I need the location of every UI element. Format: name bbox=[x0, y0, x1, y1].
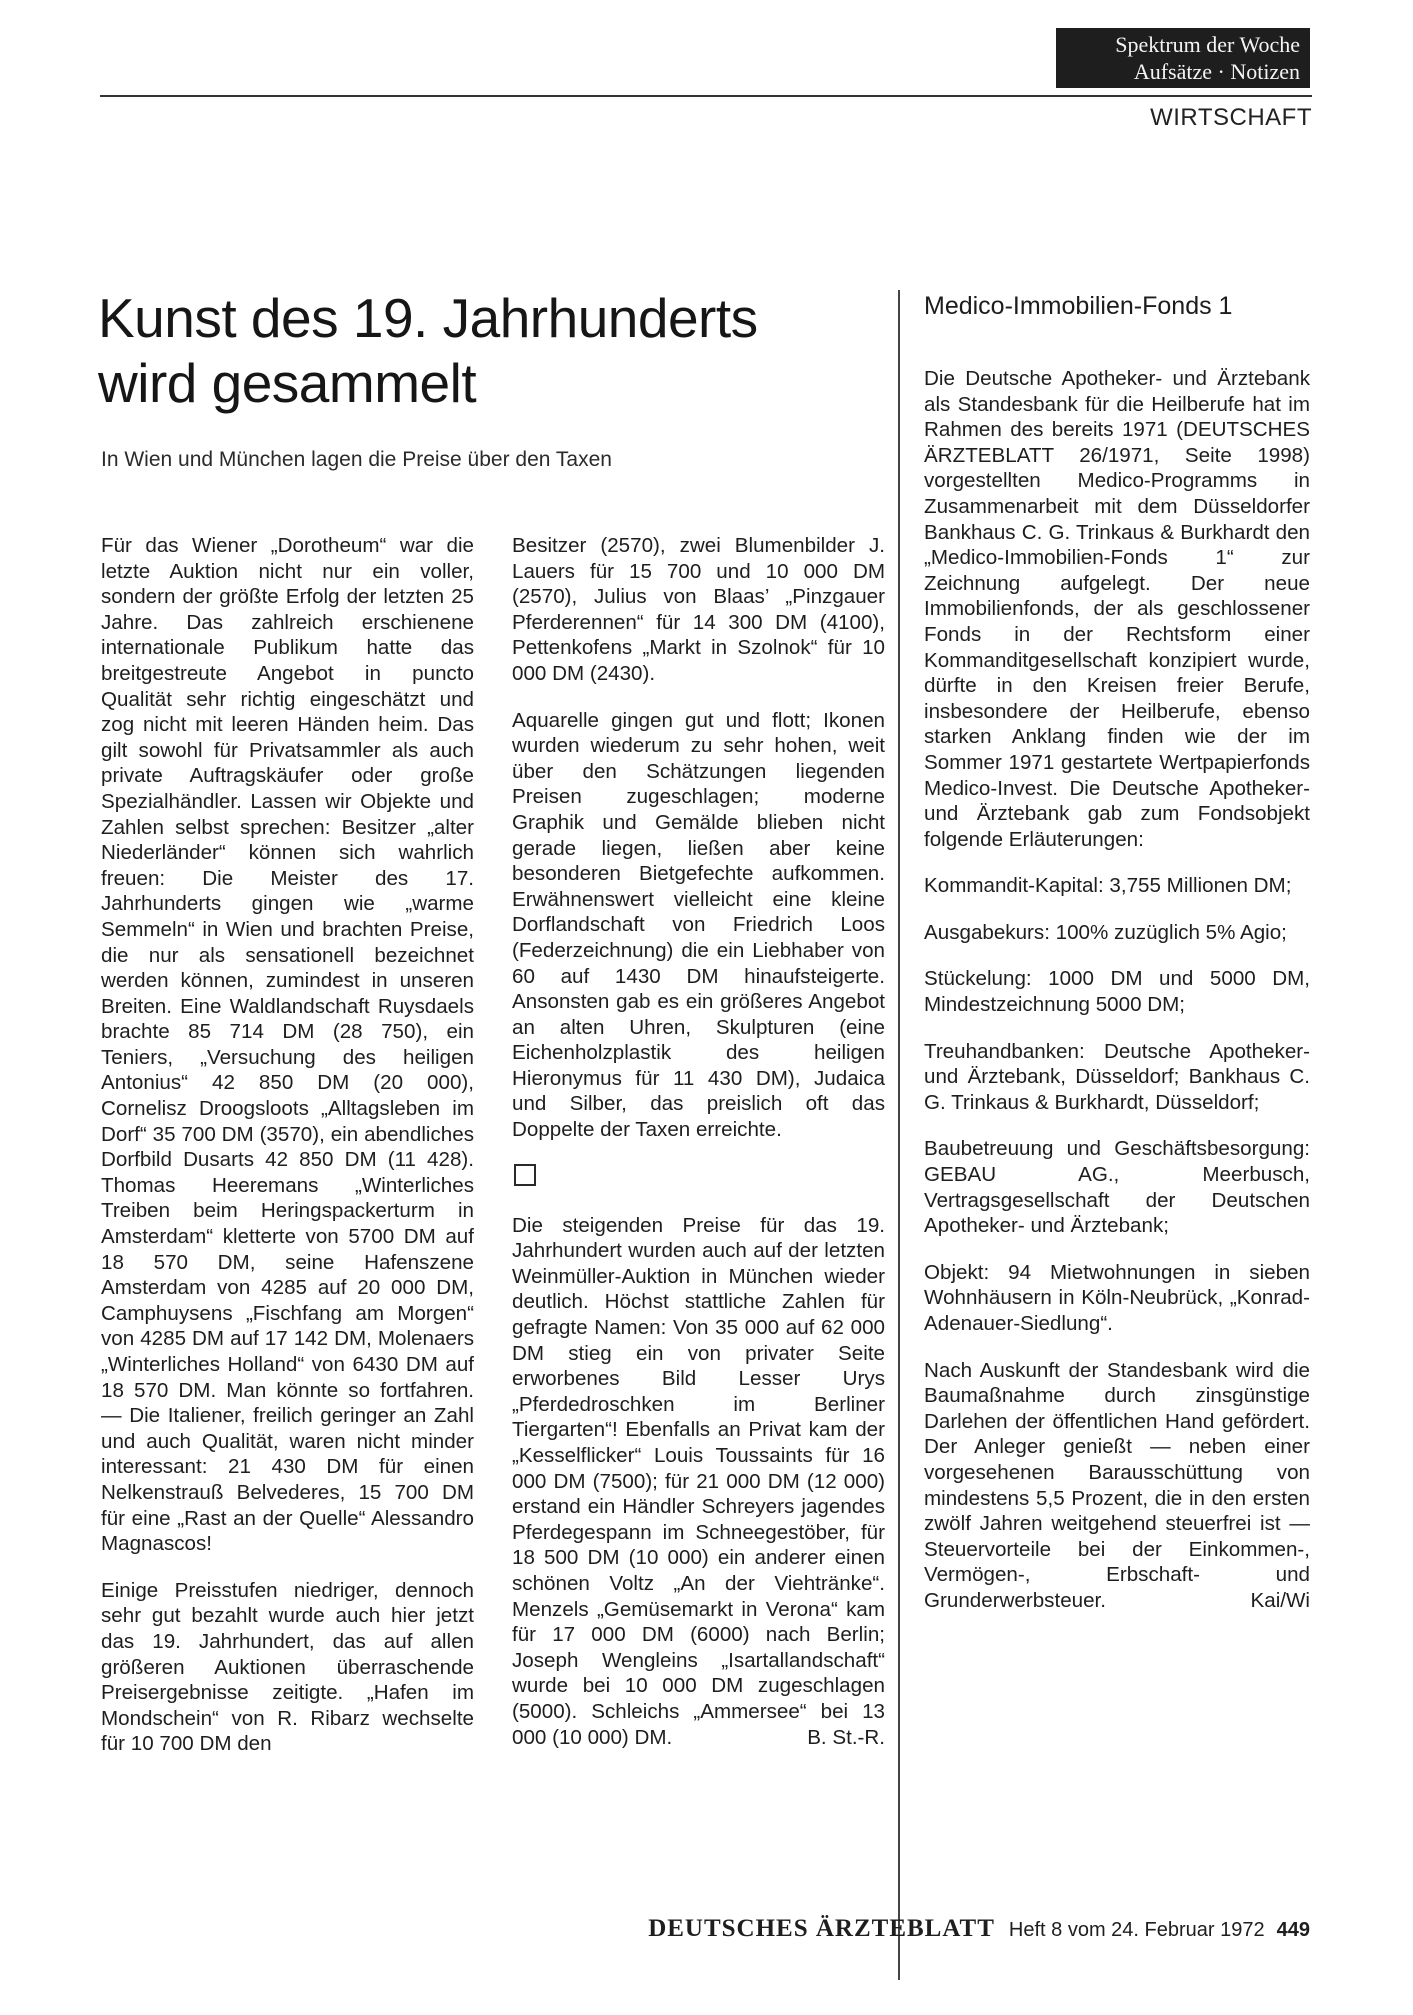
paragraph: Kommandit-Kapital: 3,755 Millionen DM; bbox=[924, 874, 1292, 898]
article-column-1 bbox=[101, 533, 474, 1778]
article-headline: Kunst des 19. Jahrhunderts wird gesammelt bbox=[98, 287, 758, 414]
sidebar-signature: Kai/Wi bbox=[1250, 1588, 1310, 1612]
paragraph: Die Deutsche Apotheker- und Ärztebank als Standesbank für die Heilberufe hat im Rahmen des bereits 1971 (DEUTSCHES ÄRZTEBLATT 26/1971, Seite 1998) vorgestellten Medico-Programms in Zusammenarbeit mit dem Düsseldorfer Bankhaus C. G. Trinkaus & Burkhardt den „Medico-Immobilien-Fonds 1“ zur Zeichnung aufgelegt. Der neue Immobilienfonds, der als geschlossener Fonds in der Rechtsform einer Kommanditgesellschaft konzipiert wurde, dürfte in den Kreisen freier Berufe, insbesondere der Heilberufe, ebenso starken Anklang finden wie der im Sommer 1971 gestartete Wertpapierfonds Medico-Invest. Die Deutsche Apotheker- und Ärztebank gab zum Fondsobjekt folgende Erläuterungen: bbox=[924, 367, 1310, 851]
paragraph: Einige Preisstufen niedriger, dennoch sehr gut bezahlt wurde auch hier jetzt das 19. Jahrhundert, das auf allen größeren Auktionen überraschende Preisergebnisse zeitigte. „Hafen im Mondschein“ von R. Ribarz wechselte für 10 700 DM den bbox=[101, 1578, 474, 1756]
header-rule bbox=[100, 95, 1312, 97]
sidebar-column bbox=[924, 366, 1310, 1635]
rubric: WIRTSCHAFT bbox=[1150, 104, 1312, 131]
section-label-line2: Aufsätze · Notizen bbox=[1133, 59, 1300, 84]
journal-name: DEUTSCHES ÄRZTEBLATT bbox=[648, 1915, 995, 1942]
article-column-2 bbox=[512, 533, 885, 1771]
section-label-line1: Spektrum der Woche bbox=[1115, 32, 1300, 57]
paragraph: Besitzer (2570), zwei Blumenbilder J. Lauers für 15 700 und 10 000 DM (2570), Julius von Blaas’ „Pinzgauer Pferderennen“ für 14 300 DM (4100), Pettenkofens „Markt in Szolnok“ für 10 000 DM (2430). bbox=[512, 534, 885, 685]
paragraph: Baubetreuung und Geschäftsbesorgung: GEBAU AG., Meerbusch, Vertragsgesellschaft der Deutschen Apotheker- und Ärztebank; bbox=[924, 1137, 1310, 1238]
paragraph bbox=[924, 1358, 1310, 1614]
paragraph-text: Die steigenden Preise für das 19. Jahrhundert wurden auch auf der letzten Weinmüller-Auktion in München wieder deutlich. Höchst stattliche Zahlen für gefragte Namen: Von 35 000 auf 62 000 DM stieg ein von privater Seite erworbenes Bild Lesser Urys „Pferdedroschken im Berliner Tiergarten“! Ebenfalls an Privat kam der „Kesselflicker“ Louis Toussaints für 16 000 DM (7500); für 21 000 DM (12 000) erstand ein Händler Schreyers jagendes Pferdegespann im Schneegestöber, für 18 500 DM (10 000) ein anderer einen schönen Voltz „An der Viehtränke“. Menzels „Gemüsemarkt in Verona“ kam für 17 000 DM (6000) nach Berlin; Joseph Wengleins „Isartallandschaft“ wurde bei 10 000 DM zugeschlagen (5000). Schleichs „Ammersee“ bei 13 000 (10 000) DM. bbox=[512, 1213, 885, 1749]
section-break-box-icon bbox=[514, 1164, 536, 1186]
page-footer bbox=[520, 1915, 1310, 1943]
page-number: 449 bbox=[1276, 1919, 1310, 1941]
paragraph bbox=[512, 1213, 885, 1750]
paragraph: Aquarelle gingen gut und flott; Ikonen wurden wiederum zu sehr hohen, weit über den Schätzungen liegenden Preisen zugeschlagen; moderne Graphik und Gemälde blieben nicht gerade liegen, ließen aber keine besonderen Bietgefechte aufkommen. Erwähnenswert vielleicht eine kleine Dorflandschaft von Friedrich Loos (Federzeichnung) die ein Liebhaber von 60 auf 1430 DM hinaufsteigerte. Ansonsten gab es ein größeres Angebot an alten Uhren, Skulpturen (eine Eichenholzplastik des heiligen Hieronymus für 11 430 DM), Judaica und Silber, das preislich oft das Doppelte der Taxen erreichte. bbox=[512, 708, 885, 1142]
paragraph: Ausgabekurs: 100% zuzüglich 5% Agio; bbox=[924, 920, 1287, 944]
author-signature: B. St.-R. bbox=[807, 1725, 885, 1749]
section-label bbox=[1056, 28, 1310, 88]
article-subline: In Wien und München lagen die Preise über den Taxen bbox=[101, 448, 612, 471]
paragraph: Objekt: 94 Mietwohnungen in sieben Wohnhäusern in Köln-Neubrück, „Konrad-Adenauer-Siedlung“. bbox=[924, 1260, 1310, 1335]
paragraph: Stückelung: 1000 DM und 5000 DM, Mindestzeichnung 5000 DM; bbox=[924, 967, 1310, 1017]
column-divider bbox=[898, 290, 900, 1980]
paragraph: Treuhandbanken: Deutsche Apotheker- und Ärztebank, Düsseldorf; Bankhaus C. G. Trinkaus & Burkhardt, Düsseldorf; bbox=[924, 1039, 1310, 1114]
sidebar-title: Medico-Immobilien-Fonds 1 bbox=[924, 292, 1233, 320]
paragraph-text: Nach Auskunft der Standesbank wird die Baumaßnahme durch zinsgünstige Darlehen der öffentlichen Hand gefördert. Der Anleger genießt — neben einer vorgesehenen Barausschüttung von mindestens 5,5 Prozent, die in den ersten zwölf Jahren weitgehend steuerfrei ist — Steuervorteile bei der Einkommen-, Vermögen-, Erbschaft- und Grunderwerbsteuer. bbox=[924, 1358, 1310, 1612]
issue-info: Heft 8 vom 24. Februar 1972 bbox=[1008, 1919, 1265, 1941]
paragraph: Für das Wiener „Dorotheum“ war die letzte Auktion nicht nur ein voller, sondern der größte Erfolg der letzten 25 Jahre. Das zahlreich erschienene internationale Publikum hatte das breitgestreute Angebot in puncto Qualität sehr richtig eingeschätzt und zog nicht mit leeren Händen heim. Das gilt sowohl für Privatsammler als auch private Auftragskäufer oder große Spezialhändler. Lassen wir Objekte und Zahlen selbst sprechen: Besitzer „alter Niederländer“ können sich wahrlich freuen: Die Meister des 17. Jahrhunderts gingen wie „warme Semmeln“ in Wien und brachten Preise, die nur als sensationell bezeichnet werden können, zumindest in unseren Breiten. Eine Waldlandschaft Ruysdaels brachte 85 714 DM (28 750), ein Teniers, „Versuchung des heiligen Antonius“ 42 850 DM (20 000), Cornelisz Droogsloots „Alltagsleben im Dorf“ 35 700 DM (3570), ein abendliches Dorfbild Dusarts 42 850 DM (11 428). Thomas Heeremans „Winterliches Treiben beim Heringspackerturm in Amsterdam“ kletterte von 5700 DM auf 18 570 DM, seine Hafenszene Amsterdam von 4285 auf 20 000 DM, Camphuysens „Fischfang am Morgen“ von 4285 DM auf 17 142 DM, Molenaers „Winterliches Holland“ von 6430 DM auf 18 570 DM. Man könnte so fortfahren. — Die Italiener, freilich geringer an Zahl und auch Qualität, waren nicht minder interessant: 21 430 DM für einen Nelkenstrauß Belvederes, 15 700 DM für eine „Rast an der Quelle“ Alessandro Magnascos! bbox=[101, 534, 474, 1556]
